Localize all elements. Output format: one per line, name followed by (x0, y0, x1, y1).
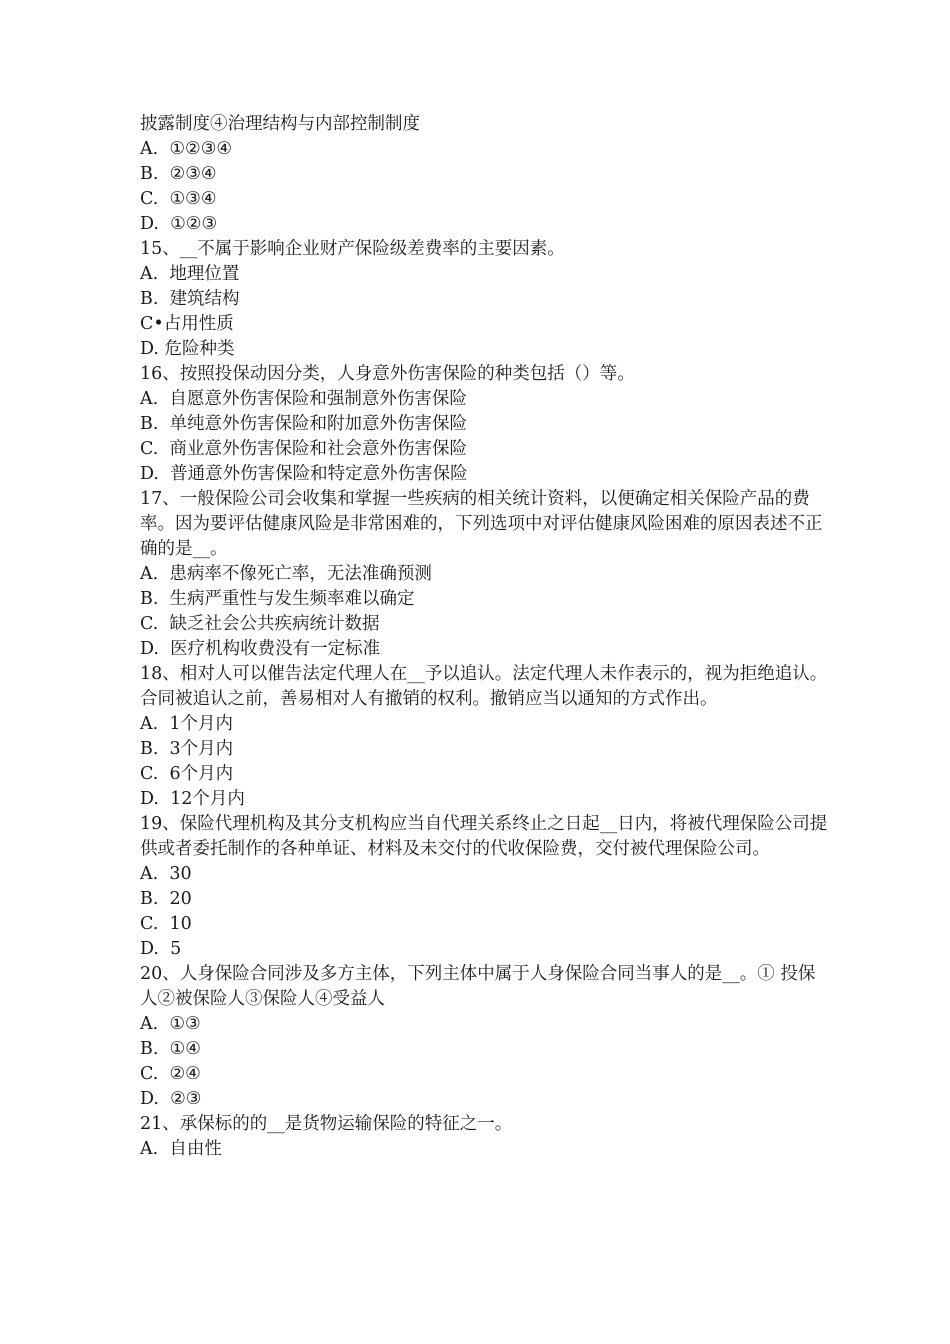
question-18-stem: 18、相对人可以催告法定代理人在__予以追认。法定代理人未作表示的，视为拒绝追认。合同被追认之前，善易相对人有撤销的权利。撤销应当以通知的方式作出。 (140, 664, 828, 709)
option: C. ②④ (140, 1064, 201, 1084)
question-17-stem: 17、一般保险公司会收集和掌握一些疾病的相关统计资料，以便确定相关保险产品的费率。因为要评估健康风险是非常困难的，下列选项中对评估健康风险困难的原因表述不正确的是__。 (140, 489, 823, 559)
option: B. ①④ (140, 1039, 201, 1059)
option: D. 12个月内 (140, 789, 245, 809)
option: B. 建筑结构 (140, 289, 240, 309)
question-15-stem: 15、__不属于影响企业财产保险级差费率的主要因素。 (140, 239, 565, 259)
document-page (140, 112, 830, 1162)
text-line: 披露制度④治理结构与内部控制制度 (140, 114, 420, 134)
option: B. 3个月内 (140, 739, 234, 759)
option: C. 6个月内 (140, 764, 234, 784)
option: A. 1个月内 (140, 714, 233, 734)
option: D. ①②③ (140, 214, 218, 234)
option: A. 患病率不像死亡率，无法准确预测 (140, 564, 432, 584)
option: B. 单纯意外伤害保险和附加意外伤害保险 (140, 414, 468, 434)
question-21-stem: 21、承保标的的__是货物运输保险的特征之一。 (140, 1114, 513, 1134)
option: C. 缺乏社会公共疾病统计数据 (140, 614, 380, 634)
option: D. ②③ (140, 1089, 202, 1109)
option: D. 医疗机构收费没有一定标准 (140, 639, 381, 659)
option: B. ②③④ (140, 164, 217, 184)
option: D. 普通意外伤害保险和特定意外伤害保险 (140, 464, 468, 484)
option: B. 20 (140, 889, 192, 909)
question-20-stem: 20、人身保险合同涉及多方主体，下列主体中属于人身保险合同当事人的是__。① 投保人②被保险人③保险人④受益人 (140, 964, 816, 1009)
option: A. ①②③④ (140, 139, 233, 159)
option: A. 自愿意外伤害保险和强制意外伤害保险 (140, 389, 467, 409)
option: A. 30 (140, 864, 192, 884)
question-16-stem: 16、按照投保动因分类，人身意外伤害保险的种类包括（）等。 (140, 364, 635, 384)
option: B. 生病严重性与发生频率难以确定 (140, 589, 415, 609)
option: C•占用性质 (140, 314, 234, 334)
option: D. 危险种类 (140, 339, 235, 359)
option: D. 5 (140, 939, 182, 959)
option: C. 10 (140, 914, 192, 934)
question-19-stem: 19、保险代理机构及其分支机构应当自代理关系终止之日起__日内，将被代理保险公司提供或者委托制作的各种单证、材料及未交付的代收保险费，交付被代理保险公司。 (140, 814, 828, 859)
option: C. ①③④ (140, 189, 217, 209)
option: C. 商业意外伤害保险和社会意外伤害保险 (140, 439, 467, 459)
option: A. 地理位置 (140, 264, 240, 284)
option: A. 自由性 (140, 1139, 222, 1159)
option: A. ①③ (140, 1014, 201, 1034)
